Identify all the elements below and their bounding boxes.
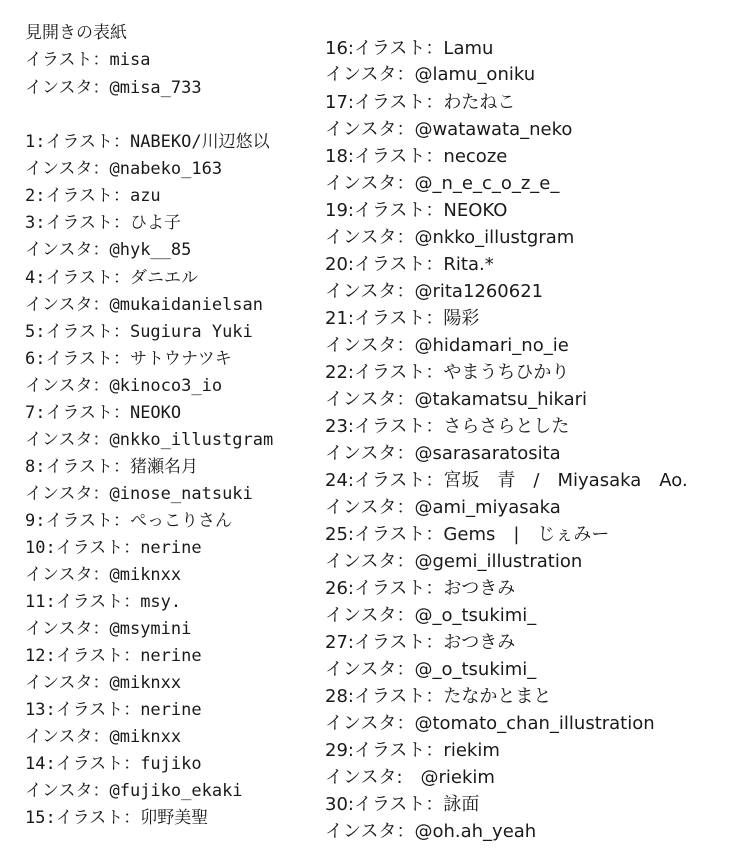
credit-right-line: 25:イラスト：Gems | じぇみー (325, 524, 610, 545)
credit-right-line: インスタ：@ami_miyasaka (325, 497, 561, 518)
credit-left-line: インスタ：@msymini (25, 619, 192, 639)
credit-right-line: 22:イラスト：やまうちひかり (325, 362, 570, 383)
credit-left-line: 14:イラスト：fujiko (25, 754, 202, 774)
credit-right-line: インスタ：@nkko_illustgram (325, 227, 575, 248)
credit-left-line: 10:イラスト：nerine (25, 538, 202, 558)
credit-left-line: 5:イラスト：Sugiura Yuki (25, 322, 253, 342)
credit-right-line: 26:イラスト：おつきみ (325, 578, 516, 599)
credit-left-line: 見開きの表紙 (25, 23, 127, 43)
credit-right-line: インスタ：@tomato_chan_illustration (325, 713, 655, 734)
credit-left-line: インスタ：@inose_natsuki (25, 484, 253, 504)
credit-left-line: イラスト：misa (25, 50, 151, 70)
credit-left-line: 4:イラスト：ダニエル (25, 268, 198, 288)
credit-right-line: インスタ：@_o_tsukimi_ (325, 605, 537, 626)
credit-left-line: インスタ：@misa_733 (25, 78, 202, 98)
credit-right-line: 19:イラスト：NEOKO (325, 200, 508, 221)
credit-right-line: 29:イラスト：riekim (325, 740, 500, 761)
credit-left-line: インスタ：@miknxx (25, 565, 182, 585)
credit-right-line: 23:イラスト：さらさらとした (325, 416, 570, 437)
credit-left-line: インスタ：@miknxx (25, 727, 182, 747)
credit-left-line: インスタ：@fujiko_ekaki (25, 781, 243, 801)
credit-left-line: 7:イラスト：NEOKO (25, 403, 182, 423)
credit-left-line: 9:イラスト：ぺっこりさん (25, 511, 232, 531)
credit-right-line: インスタ：@lamu_oniku (325, 64, 536, 85)
credit-right-line: インスタ：@watawata_neko (325, 119, 573, 140)
credit-left-line: インスタ：@miknxx (25, 673, 182, 693)
credit-right-line: 18:イラスト：necoze (325, 146, 508, 167)
credit-left-line: 11:イラスト：msy. (25, 592, 182, 612)
credit-right-line: インスタ：@gemi_illustration (325, 551, 583, 572)
credit-right-line: 24:イラスト：宮坂 青 / Miyasaka Ao. (325, 470, 688, 491)
credit-right-line: 28:イラスト：たなかとまと (325, 686, 552, 707)
credit-left-line: 12:イラスト：nerine (25, 646, 202, 666)
credit-right-line: インスタ：@oh.ah_yeah (325, 821, 537, 842)
credit-right-line: 21:イラスト：陽彩 (325, 308, 480, 329)
credit-left-line: インスタ：@kinoco3_io (25, 376, 223, 396)
credit-right-line: インスタ：@takamatsu_hikari (325, 389, 588, 410)
credit-right-line: 17:イラスト：わたねこ (325, 92, 516, 113)
credit-left-line: 1:イラスト：NABEKO/川辺悠以 (25, 132, 270, 152)
credit-left-line: 13:イラスト：nerine (25, 700, 202, 720)
credit-right-line: インスタ：@sarasaratosita (325, 443, 561, 464)
credit-left-line: 8:イラスト：猪瀬名月 (25, 457, 198, 477)
credit-right-line: インスタ：@_o_tsukimi_ (325, 659, 537, 680)
credit-right-line: 27:イラスト：おつきみ (325, 632, 516, 653)
credit-left-line: 15:イラスト：卯野美聖 (25, 808, 209, 828)
credit-right-line: インスタ: @riekim (325, 767, 495, 788)
credit-left-line: 6:イラスト：サトウナツキ (25, 349, 232, 369)
credit-right-line: インスタ：@hidamari_no_ie (325, 335, 569, 356)
credit-right-line: インスタ：@rita1260621 (325, 281, 544, 302)
credit-right-line: 30:イラスト：詠面 (325, 794, 480, 815)
credit-left-line: 2:イラスト：azu (25, 186, 161, 206)
credit-left-line: インスタ：@hyk__85 (25, 240, 192, 260)
credit-right-line: 16:イラスト：Lamu (325, 38, 494, 59)
credit-left-line: 3:イラスト：ひよ子 (25, 213, 181, 233)
credit-left-line: インスタ：@mukaidanielsan (25, 295, 264, 315)
credit-left-line: インスタ：@nkko_illustgram (25, 430, 274, 450)
credit-left-line: インスタ：@nabeko_163 (25, 159, 223, 179)
credit-right-line: インスタ：@_n_e_c_o_z_e_ (325, 173, 560, 194)
credit-right-line: 20:イラスト：Rita.* (325, 254, 494, 275)
